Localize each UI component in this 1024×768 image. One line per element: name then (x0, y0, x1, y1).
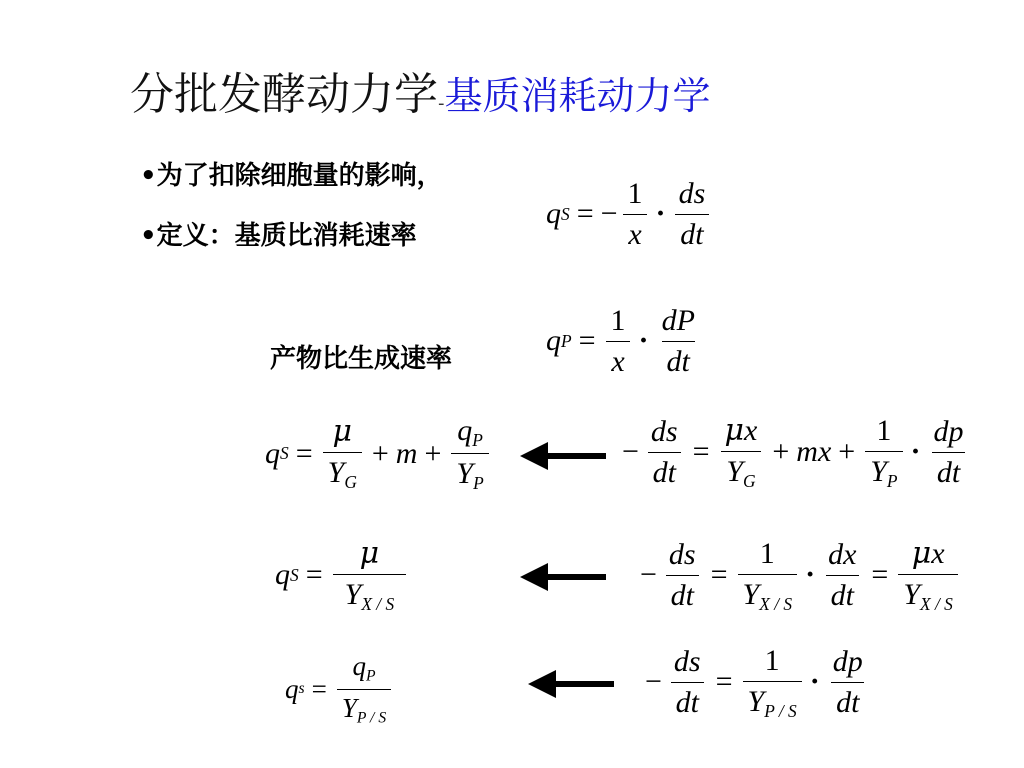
bullet-cell-mass-note: •为了扣除细胞量的影响， (140, 161, 443, 191)
left-arrow-icon (528, 670, 620, 698)
bullet-definition: •定义：基质比消耗速率 (140, 221, 417, 251)
formula-qs-product-yield: q s = $\frac{q_P}{Y_{P / S}}$ (285, 652, 394, 727)
slide-title (130, 58, 711, 122)
formula-ds-growth-maintenance-product: − $\frac{ds}{dt}$ = $\frac{\mu x}{Y_G}$ + mx + $\frac{1}{Y_P}$ · $\frac{dp}{dt}$ (622, 413, 964, 491)
formula-qp-definition: q P = $\frac{1}{x}$ · $\frac{dP}{dt}$ (546, 304, 695, 378)
label-product-rate: 产物比生成速率 (270, 344, 453, 374)
title-separator: - (438, 93, 445, 114)
formula-qs-growth-maintenance-product: q S = $\frac{\mu}{Y_G}$ + m + $\frac{q_P}{Y_P}$ (265, 415, 492, 493)
formula-qs-biomass-yield: q S = $\frac{\mu}{Y_{X / S}}$ (275, 538, 409, 613)
formula-ds-biomass-yield: − $\frac{ds}{dt}$ = $\frac{1}{Y_{X / S}}$ · $\frac{dx}{dt}$ = $\frac{\mu x}{Y_{X / S}}$ (640, 538, 961, 613)
title-subtitle: 基质消耗动力学 (444, 74, 711, 118)
formula-ds-product-yield: − $\frac{ds}{dt}$ = $\frac{1}{Y_{P / S}}$ · $\frac{dp}{dt}$ (645, 644, 863, 721)
formula-qs-definition: q S = − $\frac{1}{x}$ · $\frac{ds}{dt}$ (546, 178, 713, 250)
left-arrow-icon (520, 563, 612, 591)
title-main: 分批发酵动力学 (130, 69, 438, 120)
left-arrow-icon (520, 442, 612, 470)
